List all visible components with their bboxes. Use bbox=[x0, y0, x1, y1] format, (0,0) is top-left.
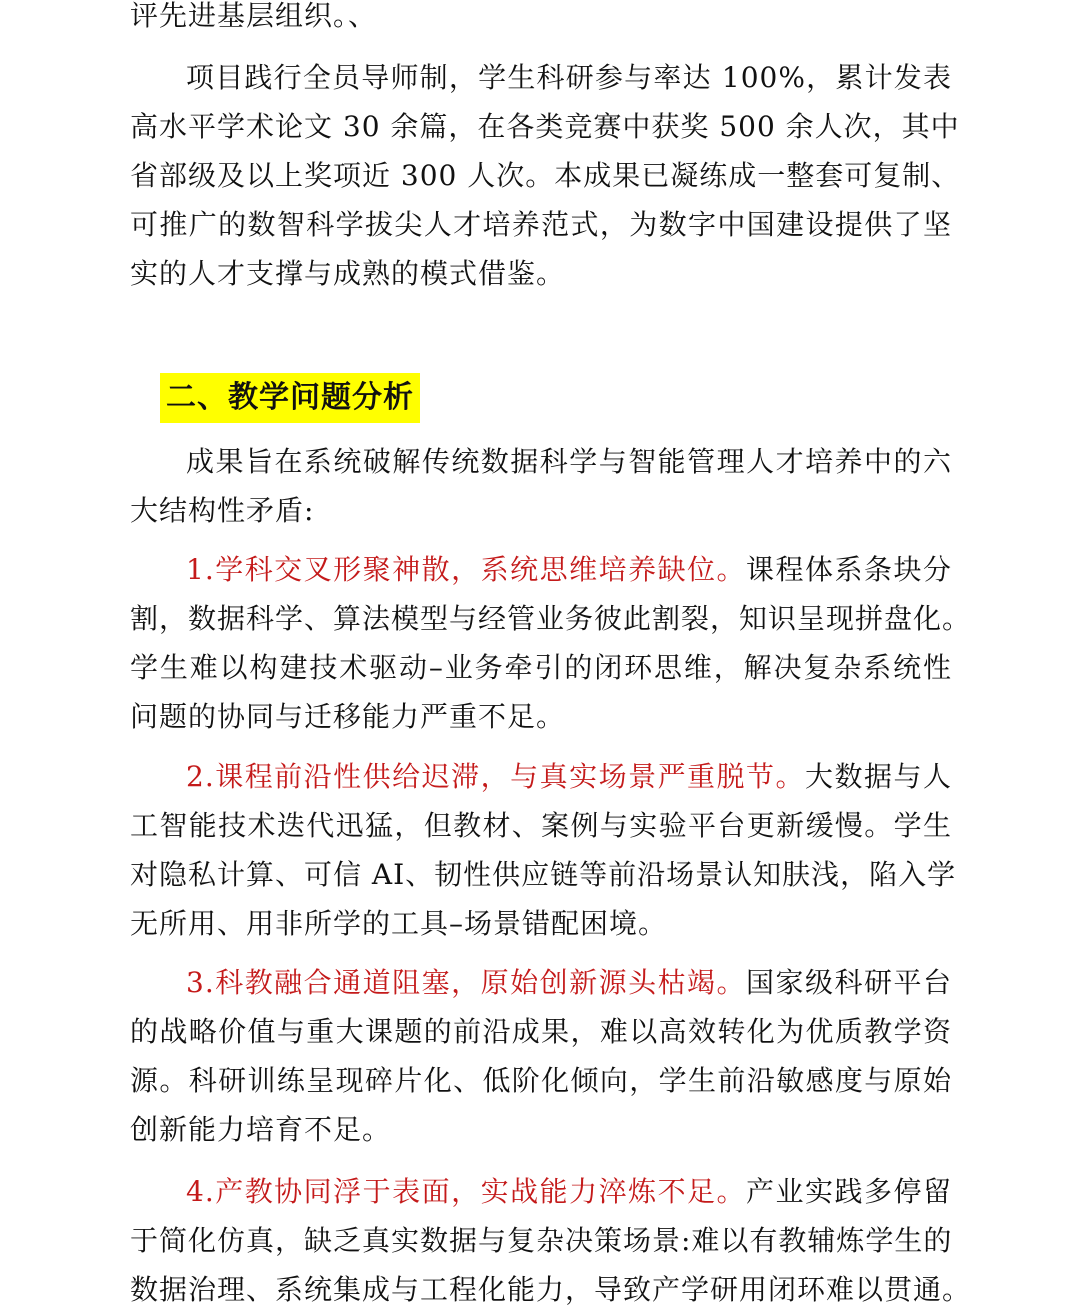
problem-3-first-line-rest: 国家级科研平台 bbox=[746, 966, 952, 999]
problem-2-first-line bbox=[130, 757, 952, 797]
problem-2-line-3: 对隐私计算、可信 AI、韧性供应链等前沿场景认知肤浅，陷入学 bbox=[130, 858, 957, 891]
results-line-2: 高水平学术论文 30 余篇，在各类竞赛中获奖 500 余人次，其中 bbox=[130, 110, 960, 143]
problem-4-title: 4.产教协同浮于表面，实战能力淬炼不足。 bbox=[186, 1175, 747, 1208]
problem-4-first-line-rest: 产业实践多停留 bbox=[746, 1175, 952, 1208]
section-heading: 二、教学问题分析 bbox=[160, 373, 420, 423]
intro-tail-line: 评先进基层组织。、 bbox=[130, 0, 378, 32]
problem-1-title: 1.学科交叉形聚神散，系统思维培养缺位。 bbox=[186, 553, 747, 586]
problem-3-first-line bbox=[130, 963, 952, 1003]
problem-4-line-2: 于简化仿真，缺乏真实数据与复杂决策场景:难以有教辅炼学生的 bbox=[130, 1224, 953, 1257]
problem-4-first-line bbox=[130, 1172, 952, 1212]
problem-3-line-4: 创新能力培育不足。 bbox=[130, 1113, 392, 1146]
problem-3-line-2: 的战略价值与重大课题的前沿成果，难以高效转化为优质教学资 bbox=[130, 1015, 952, 1048]
results-line-1: 项目践行全员导师制，学生科研参与率达 100%，累计发表 bbox=[186, 61, 952, 94]
problem-1-line-4: 问题的协同与迁移能力严重不足。 bbox=[130, 700, 566, 733]
problem-2-line-2: 工智能技术迭代迅猛，但教材、案例与实验平台更新缓慢。学生 bbox=[130, 809, 952, 842]
problem-1-line-3: 学生难以构建技术驱动–业务牵引的闭环思维，解决复杂系统性 bbox=[130, 651, 952, 684]
results-line-4: 可推广的数智科学拔尖人才培养范式，为数字中国建设提供了坚 bbox=[130, 208, 952, 241]
problem-2-title: 2.课程前沿性供给迟滞，与真实场景严重脱节。 bbox=[186, 760, 806, 793]
problem-3-line-3: 源。科研训练呈现碎片化、低阶化倾向，学生前沿敏感度与原始 bbox=[130, 1064, 952, 1097]
section-intro-line-2: 大结构性矛盾: bbox=[130, 494, 315, 527]
problem-1-first-line-rest: 课程体系条块分 bbox=[746, 553, 952, 586]
problem-2-line-4: 无所用、用非所学的工具–场景错配困境。 bbox=[130, 907, 668, 940]
problem-3-title: 3.科教融合通道阻塞，原始创新源头枯竭。 bbox=[186, 966, 747, 999]
problem-1-first-line bbox=[130, 550, 952, 590]
problem-1-line-2: 割，数据科学、算法模型与经管业务彼此割裂，知识呈现拼盘化。 bbox=[130, 602, 972, 635]
problem-2-first-line-rest: 大数据与人 bbox=[805, 760, 952, 793]
problem-4-line-3: 数据治理、系统集成与工程化能力，导致产学研用闭环难以贯通。 bbox=[130, 1273, 972, 1306]
section-intro-line-1: 成果旨在系统破解传统数据科学与智能管理人才培养中的六 bbox=[186, 445, 952, 478]
results-line-3: 省部级及以上奖项近 300 人次。本成果已凝练成一整套可复制、 bbox=[130, 159, 961, 192]
results-line-5: 实的人才支撑与成熟的模式借鉴。 bbox=[130, 257, 566, 290]
